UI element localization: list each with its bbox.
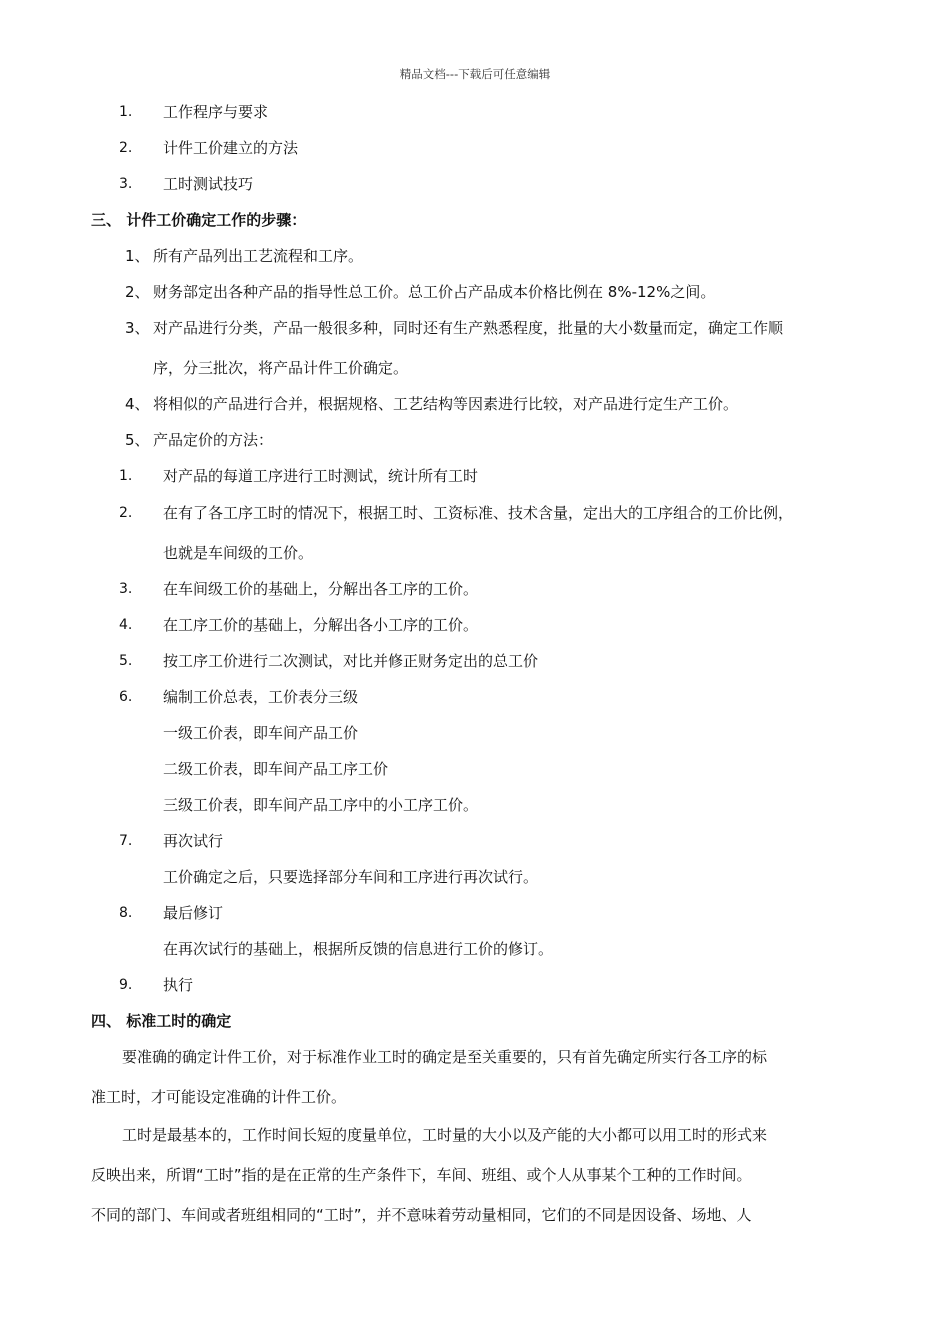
method-number: 8. bbox=[119, 905, 133, 921]
page-header: 精品文档---下载后可任意编辑 bbox=[399, 67, 551, 81]
method-number: 1. bbox=[119, 468, 133, 484]
method-subline: 三级工价表，即车间产品工序中的小工序工价。 bbox=[163, 796, 479, 814]
method-text: 编制工价总表，工价表分三级 bbox=[163, 688, 359, 706]
method-text: 执行 bbox=[163, 976, 194, 994]
step-number: 2、 bbox=[125, 283, 150, 301]
method-text: 最后修订 bbox=[163, 904, 224, 922]
step-text: 将相似的产品进行合并，根据规格、工艺结构等因素进行比较，对产品进行定生产工价。 bbox=[153, 395, 739, 413]
method-text: 在有了各工序工时的情况下，根据工时、工资标准、技术含量，定出大的工序组合的工价比例， bbox=[163, 504, 794, 522]
paragraph-line: 不同的部门、车间或者班组相同的“工时”，并不意味着劳动量相同，它们的不同是因设备、场地、人 bbox=[91, 1206, 752, 1224]
method-subline: 工价确定之后，只要选择部分车间和工序进行再次试行。 bbox=[163, 868, 539, 886]
paragraph-line: 工时是最基本的，工作时间长短的度量单位，工时量的大小以及产能的大小都可以用工时的形式来 bbox=[122, 1126, 768, 1144]
step-text: 财务部定出各种产品的指导性总工价。总工价占产品成本价格比例在 8%-12%之间。 bbox=[153, 283, 716, 301]
method-subline: 在再次试行的基础上，根据所反馈的信息进行工价的修订。 bbox=[163, 940, 554, 958]
list-number: 2. bbox=[119, 140, 133, 156]
list-item: 工作程序与要求 bbox=[163, 103, 269, 121]
method-number: 2. bbox=[119, 505, 133, 521]
method-number: 4. bbox=[119, 617, 133, 633]
method-text: 再次试行 bbox=[163, 832, 224, 850]
method-text: 在车间级工价的基础上，分解出各工序的工价。 bbox=[163, 580, 479, 598]
method-number: 9. bbox=[119, 977, 133, 993]
step-number: 3、 bbox=[125, 319, 150, 337]
method-subline: 一级工价表，即车间产品工价 bbox=[163, 724, 359, 742]
step-text: 产品定价的方法： bbox=[153, 431, 274, 449]
list-item: 计件工价建立的方法 bbox=[163, 139, 299, 157]
list-item: 工时测试技巧 bbox=[163, 175, 254, 193]
step-text-continued: 序，分三批次，将产品计件工价确定。 bbox=[153, 359, 409, 377]
method-number: 6. bbox=[119, 689, 133, 705]
step-number: 4、 bbox=[125, 395, 150, 413]
step-text: 对产品进行分类，产品一般很多种，同时还有生产熟悉程度，批量的大小数量而定，确定工作顺 bbox=[153, 319, 784, 337]
method-text-continued: 也就是车间级的工价。 bbox=[163, 544, 314, 562]
method-text: 在工序工价的基础上，分解出各小工序的工价。 bbox=[163, 616, 479, 634]
section-heading: 四、 标准工时的确定 bbox=[91, 1012, 232, 1030]
step-number: 5、 bbox=[125, 431, 150, 449]
method-text: 按工序工价进行二次测试，对比并修正财务定出的总工价 bbox=[163, 652, 539, 670]
section-heading: 三、 计件工价确定工作的步骤： bbox=[91, 211, 307, 229]
list-number: 1. bbox=[119, 104, 133, 120]
paragraph-line: 反映出来，所谓“工时”指的是在正常的生产条件下，车间、班组、或个人从事某个工种的工作时间。 bbox=[91, 1166, 752, 1184]
method-number: 7. bbox=[119, 833, 133, 849]
method-text: 对产品的每道工序进行工时测试，统计所有工时 bbox=[163, 467, 479, 485]
method-number: 5. bbox=[119, 653, 133, 669]
step-text: 所有产品列出工艺流程和工序。 bbox=[153, 247, 364, 265]
list-number: 3. bbox=[119, 176, 133, 192]
step-number: 1、 bbox=[125, 247, 150, 265]
paragraph-line: 要准确的确定计件工价，对于标准作业工时的确定是至关重要的，只有首先确定所实行各工序的标 bbox=[122, 1048, 768, 1066]
paragraph-line: 准工时，才可能设定准确的计件工价。 bbox=[91, 1088, 347, 1106]
method-subline: 二级工价表，即车间产品工序工价 bbox=[163, 760, 389, 778]
method-number: 3. bbox=[119, 581, 133, 597]
